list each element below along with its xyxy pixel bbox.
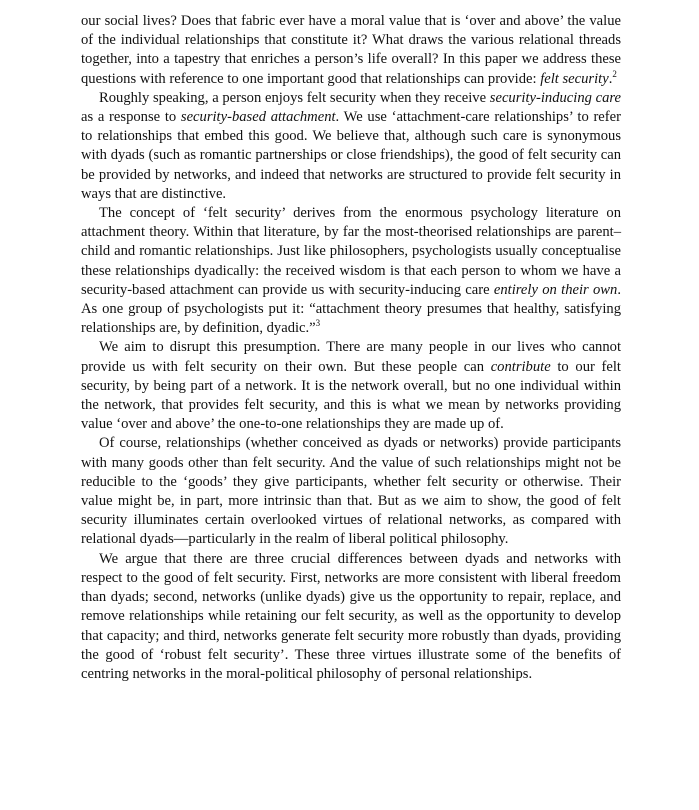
text-segment: . We use ‘attachment-care relationships’ to refer to relationships that embed this good. We believe that, although such care is synonymous with dyads (such as romantic partnerships or close friendships), the good of felt security can be provided by networks, and indeed that networks are structured to provide felt security in ways that are distinctive. bbox=[81, 109, 621, 202]
text-segment: We argue that there are three crucial differences between dyads and networks with respect to the good of felt security. First, networks are more consistent with liberal freedom than dyads; second, networks (unlike dyads) give us the opportunity to repair, replace, and remove relationships while retaining our felt security, as well as the opportunity to develop that capacity; and third, networks generate felt security more robustly than dyads, providing the good of ‘robust felt security’. These three virtues illustrate some of the benefits of centring networks in the moral-political philosophy of personal relationships. bbox=[81, 550, 621, 682]
paragraph-5 bbox=[81, 434, 621, 549]
text-segment-italic: contribute bbox=[490, 358, 551, 375]
text-segment: Roughly speaking, a person enjoys felt security when they receive bbox=[99, 89, 490, 106]
text-segment-italic: entirely on their own bbox=[493, 281, 618, 298]
text-segment-italic: security-inducing care bbox=[489, 89, 621, 106]
text-segment: . bbox=[608, 70, 613, 87]
footnote-marker[interactable]: 3 bbox=[315, 318, 321, 329]
text-segment-italic: felt security bbox=[540, 70, 609, 87]
text-segment: Of course, relationships (whether conceived as dyads or networks) provide participants with many goods other than felt security. And the value of such relationships might not be reducible to the ‘goods’ they give participants, whether felt security or otherwise. Their value might be, in part, more intrinsic than that. But as we aim to show, the good of felt security illuminates certain overlooked virtues of relational networks, as compared with relational dyads—particularly in the realm of liberal political philosophy. bbox=[81, 435, 621, 548]
paragraph-3 bbox=[81, 204, 621, 338]
paragraph-2 bbox=[81, 89, 621, 204]
text-segment: as a response to bbox=[81, 109, 181, 126]
text-segment: . As one group of psychologists put it: “attachment theory presumes that healthy, satisfying relationships are, by definition, dyadic.” bbox=[81, 281, 621, 337]
text-segment: to our felt security, by being part of a network. It is the network overall, but no one individual within the network, that provides felt security, and this is what we mean by networks providing value ‘over and above’ the one-to-one relationships they are made up of. bbox=[81, 358, 621, 433]
text-segment-italic: security-based attachment bbox=[180, 109, 336, 126]
paragraph-6 bbox=[81, 550, 621, 684]
page-body bbox=[81, 0, 621, 684]
text-segment: our social lives? Does that fabric ever have a moral value that is ‘over and above’ the value of the individual relationships that constitute it? What draws the various relational threads together, into a tapestry that enriches a person’s life overall? In this paper we address these questions with reference to one important good that relationships can provide: bbox=[81, 13, 621, 87]
paragraph-4 bbox=[81, 338, 621, 434]
text-segment: The concept of ‘felt security’ derives from the enormous psychology literature on attachment theory. Within that literature, by far the most-theorised relationships are parent–child and romantic relationships. Just like philosophers, psychologists usually conceptualise these relationships dyadically: the received wisdom is that each person to whom we have a security-based attachment can provide us with security-inducing care bbox=[81, 205, 621, 298]
text-segment: We aim to disrupt this presumption. There are many people in our lives who cannot provide us with felt security on their own. But these people can bbox=[81, 339, 621, 375]
paragraph-1 bbox=[81, 12, 621, 89]
footnote-marker[interactable]: 2 bbox=[612, 68, 617, 79]
